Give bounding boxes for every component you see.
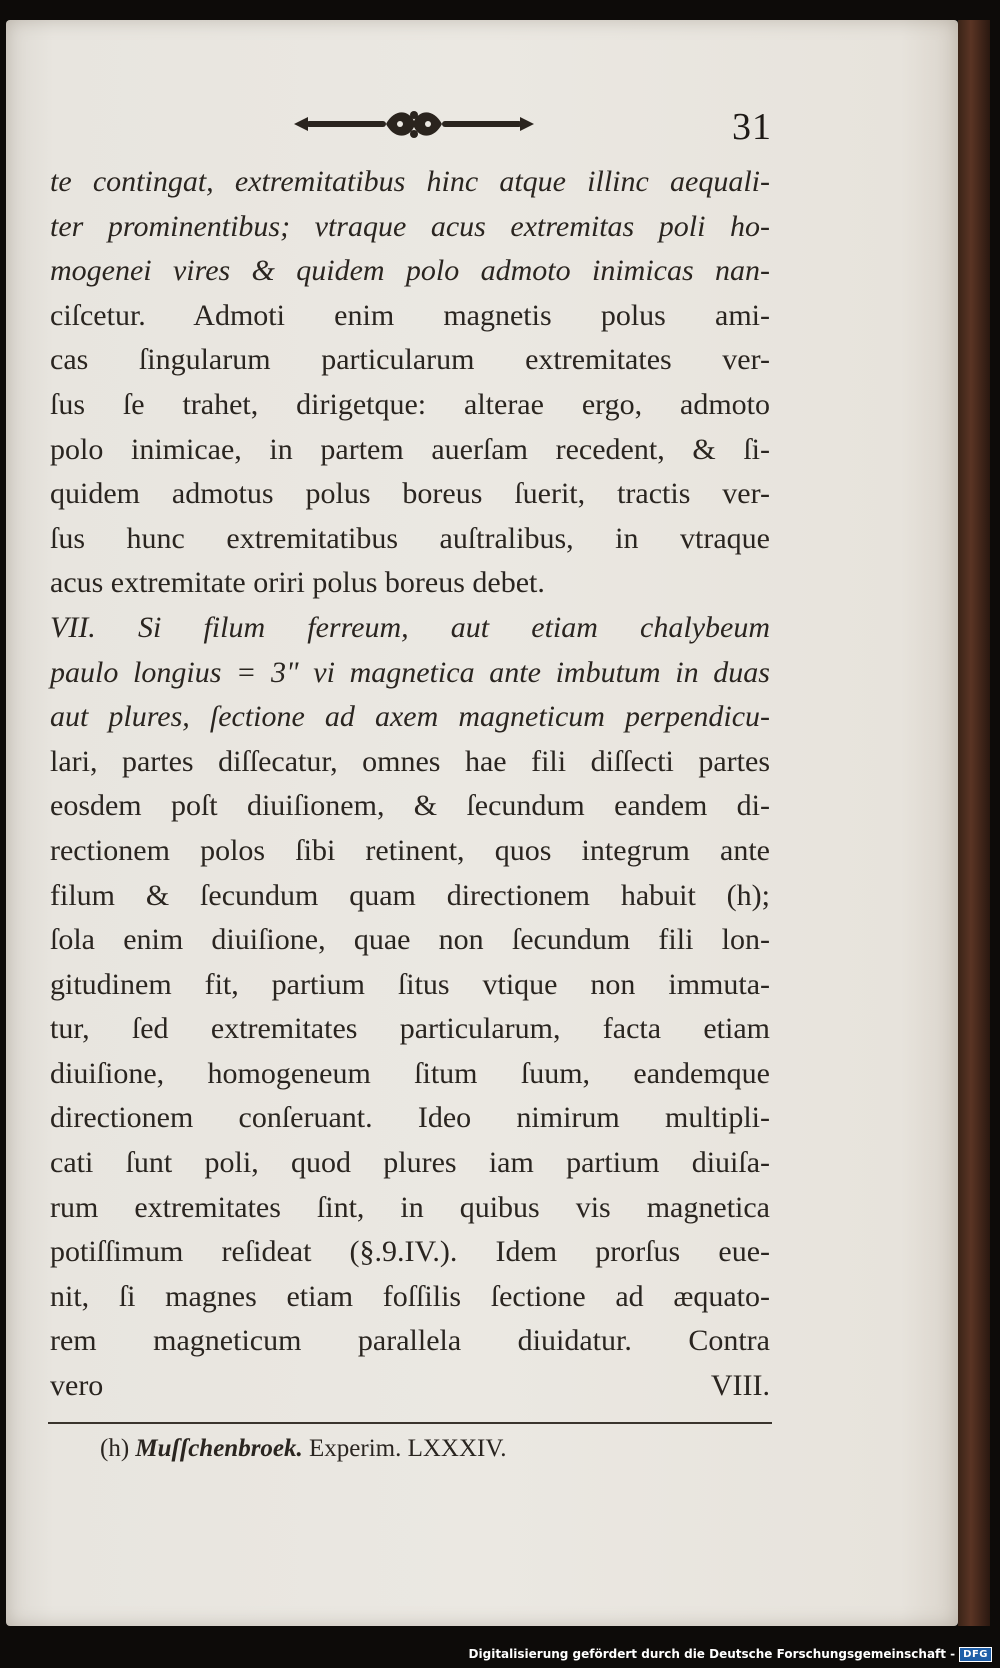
- text-line: gitudinem fit, partium ſitus vtique non immuta-: [50, 967, 770, 1001]
- footnote-rule: [48, 1422, 772, 1424]
- credit-text: Digitalisierung gefördert durch die Deutsche Forschungsgemeinschaft -: [468, 1647, 956, 1661]
- text-line: cas ſingularum particularum extremitates ver-: [50, 343, 770, 377]
- text-line: potiſſimum reſideat (§.9.IV.). Idem prorſus eue-: [50, 1235, 770, 1269]
- text-line: vero VIII.: [50, 1369, 770, 1403]
- text-line: mogenei vires & quidem polo admoto inimicas nan-: [50, 254, 770, 288]
- dfg-logo: DFG: [959, 1647, 992, 1662]
- text-line: diuiſione, homogeneum ſitum ſuum, eandemque: [50, 1056, 770, 1090]
- text-line: rem magneticum parallela diuidatur. Contra: [50, 1324, 770, 1358]
- text-line: ſus ſe trahet, dirigetque: alterae ergo, admoto: [50, 387, 770, 421]
- text-line: nit, ſi magnes etiam foſſilis ſectione ad æquato-: [50, 1279, 770, 1313]
- body-text: [50, 160, 770, 1409]
- text-line: ſus hunc extremitatibus auſtralibus, in vtraque: [50, 521, 770, 555]
- footnote-text: Experim. LXXXIV.: [309, 1435, 507, 1462]
- page-number: 31: [732, 106, 772, 148]
- text-line: ciſcetur. Admoti enim magnetis polus ami-: [50, 298, 770, 332]
- text-line: aut plures, ſectione ad axem magneticum perpendicu-: [50, 700, 770, 734]
- text-line: quidem admotus polus boreus ſuerit, tractis ver-: [50, 477, 770, 511]
- header-ornament: [290, 107, 538, 141]
- text-line: rectionem polos ſibi retinent, quos integrum ante: [50, 833, 770, 867]
- footnote-marker: (h): [100, 1435, 130, 1462]
- text-line: tur, ſed extremitates particularum, facta etiam: [50, 1012, 770, 1046]
- text-line: ter prominentibus; vtraque acus extremitas poli ho-: [50, 209, 770, 243]
- text-line: rum extremitates ſint, in quibus vis magnetica: [50, 1190, 770, 1224]
- text-line: acus extremitate oriri polus boreus debet.: [50, 566, 545, 600]
- text-line: te contingat, extremitatibus hinc atque illinc aequali-: [50, 165, 770, 198]
- text-line: paulo longius = 3" vi magnetica ante imbutum in duas: [50, 655, 770, 689]
- text-line: directionem conſeruant. Ideo nimirum multipli-: [50, 1101, 770, 1135]
- text-line: filum & ſecundum quam directionem habuit (h);: [50, 878, 770, 912]
- text-line: lari, partes diſſecatur, omnes hae fili diſſecti partes: [50, 744, 770, 778]
- text-line: VII. Si filum ferreum, aut etiam chalybeum: [50, 610, 770, 644]
- footnote-author: Muſſchenbroek.: [135, 1435, 303, 1462]
- book-cover-edge: [958, 20, 990, 1626]
- footnote: [100, 1435, 660, 1463]
- text-line: eosdem poſt diuiſionem, & ſecundum eandem di-: [50, 789, 770, 823]
- text-line: polo inimicae, in partem auerſam recedent, & ſi-: [50, 432, 770, 466]
- text-line: ſola enim diuiſione, quae non ſecundum fili lon-: [50, 923, 770, 957]
- digitization-credit: [469, 1644, 992, 1664]
- text-line: cati ſunt poli, quod plures iam partium diuiſa-: [50, 1146, 770, 1180]
